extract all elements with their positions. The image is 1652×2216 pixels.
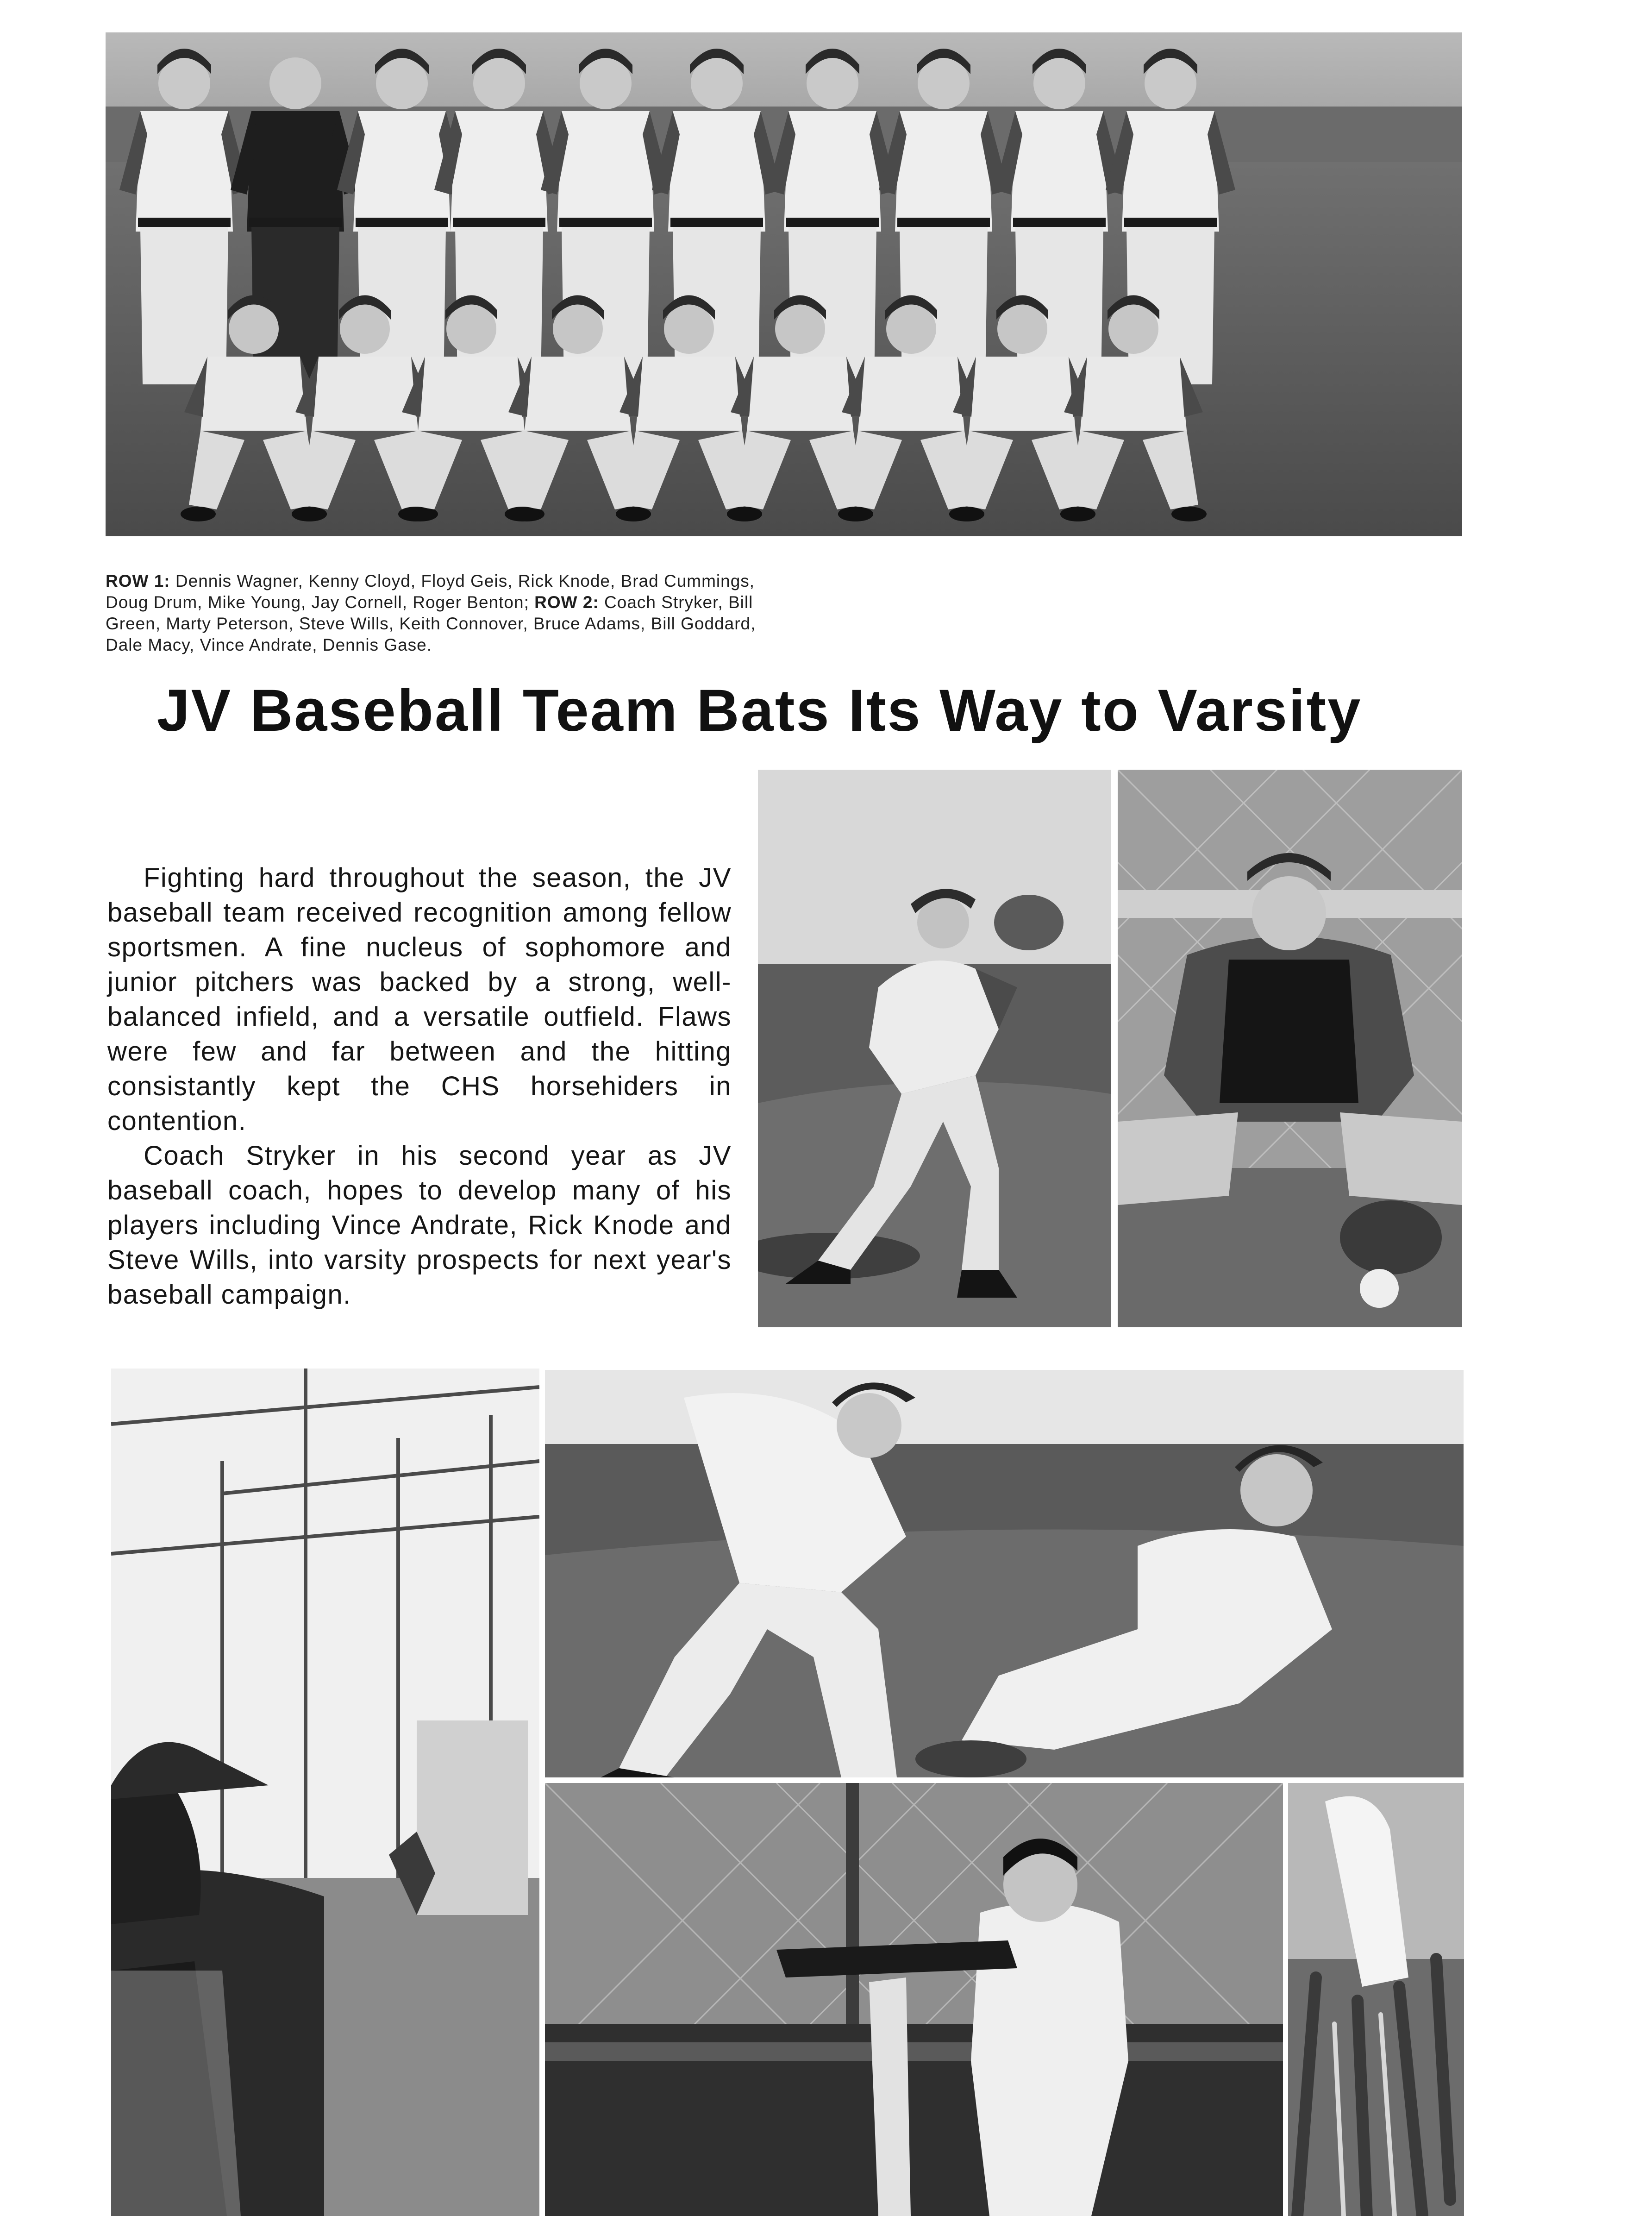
story-paragraph: Fighting hard throughout the season, the JV baseball team received recognition among fellow sportsmen. A fine nucleus of sophomore and junior pitchers was backed by a strong, well-balanced infield, and a versatile outfield. Flaws were few and far between and the hitting consistantly kept the CHS horsehiders in contention. bbox=[107, 863, 732, 1136]
caption-row2-label: ROW 2: bbox=[534, 593, 599, 612]
page-headline: JV Baseball Team Bats Its Way to Varsity bbox=[156, 678, 1362, 744]
story-body bbox=[107, 860, 732, 1312]
caption-row2-names: Coach Stryker, Bill Green, Marty Peterson, Steve Wills, Keith Connover, Bruce Adams, Bill Goddard, Dale Macy, Vince Andrate, Dennis Gase. bbox=[106, 593, 756, 654]
team-photo bbox=[106, 32, 1462, 536]
coach-photo bbox=[111, 1369, 539, 2216]
caption-row1-names: Dennis Wagner, Kenny Cloyd, Floyd Geis, Rick Knode, Brad Cummings, Doug Drum, Mike Young, Jay Cornell, Roger Benton; bbox=[106, 571, 755, 612]
batter-photo bbox=[545, 1783, 1283, 2216]
bat-rack-photo bbox=[1288, 1783, 1464, 2216]
story-paragraph: Coach Stryker in his second year as JV baseball coach, hopes to develop many of his players including Vince Andrate, Rick Knode and Steve Wills, into varsity prospects for next year's baseball campaign. bbox=[107, 1141, 732, 1310]
catcher-photo bbox=[1118, 770, 1462, 1327]
fielder-photo bbox=[758, 770, 1111, 1327]
caption-row1-label: ROW 1: bbox=[106, 571, 170, 590]
team-caption bbox=[106, 571, 763, 656]
tag-play-photo bbox=[545, 1370, 1464, 1777]
